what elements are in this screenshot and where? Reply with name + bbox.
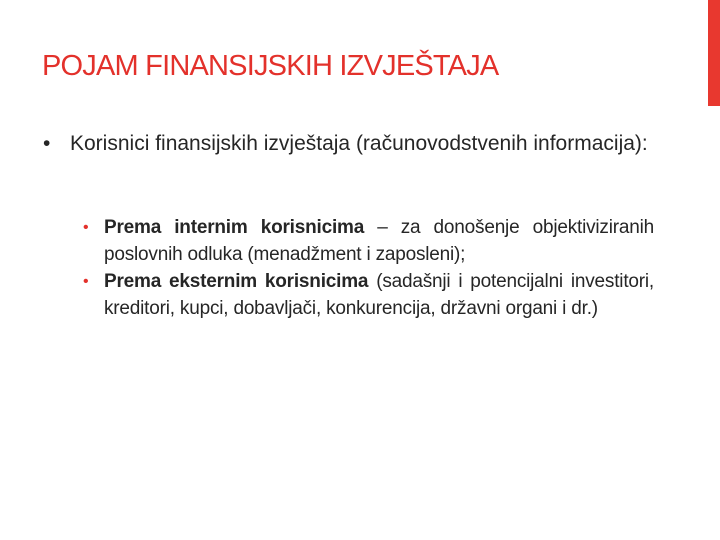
bullet-icon: • — [83, 273, 89, 290]
sub-bullet-list — [40, 214, 654, 322]
sub-bullet-bold: Prema eksternim korisnicima — [104, 271, 369, 292]
sub-bullet-bold: Prema internim korisnicima — [104, 217, 365, 238]
slide-title: POJAM FINANSIJSKIH IZVJEŠTAJA — [42, 50, 499, 82]
slide-content — [40, 128, 654, 322]
sub-bullet-text: – za donošenje objektiviziranih poslovnih odluka (menadžment i zaposleni); — [104, 217, 654, 265]
sub-bullet-external — [83, 268, 654, 322]
sub-bullet-text: (sadašnji i potencijalni investitori, kreditori, kupci, dobavljači, konkurencija, državni organi i dr.) — [104, 271, 654, 319]
bullet-icon: • — [43, 132, 51, 155]
main-bullet — [40, 128, 654, 159]
main-bullet-text: Korisnici finansijskih izvještaja (računovodstvenih informacija): — [70, 132, 648, 155]
sub-bullet-internal — [83, 214, 654, 268]
bullet-icon: • — [83, 219, 89, 236]
accent-bar — [708, 0, 720, 106]
